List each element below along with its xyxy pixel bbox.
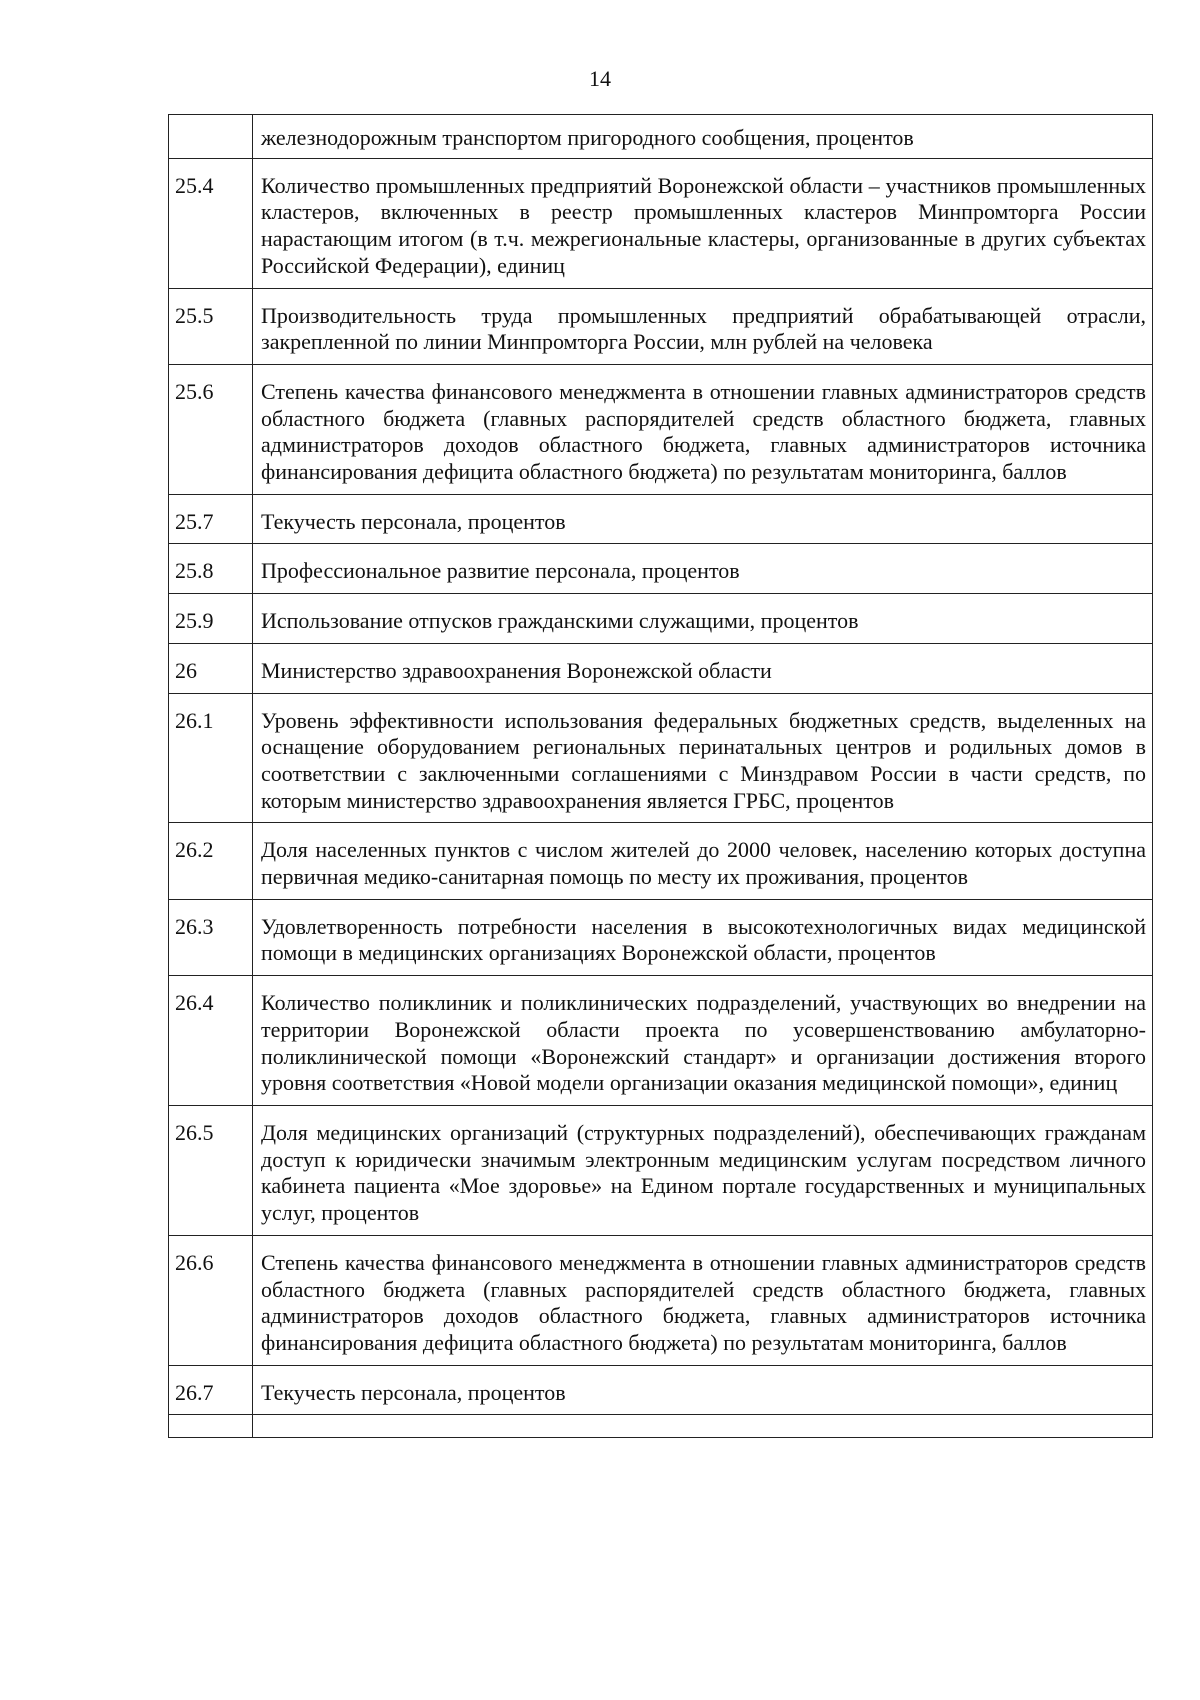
row-indicator-text (253, 1415, 1153, 1438)
row-number: 26.2 (169, 823, 253, 899)
row-indicator-text: Степень качества финансового менеджмента в отношении главных администраторов средств областного бюджета (главных распорядителей средств областного бюджета, главных администраторов доходов областного бюджета, главных администраторов источника финансирования дефицита областного бюджета) по результатам мониторинга, баллов (253, 364, 1153, 494)
table-row (169, 823, 1153, 899)
row-indicator-text: Министерство здравоохранения Воронежской области (253, 643, 1153, 693)
row-indicator-text: железнодорожным транспортом пригородного сообщения, процентов (253, 115, 1153, 159)
table-row (169, 1235, 1153, 1365)
table-row (169, 643, 1153, 693)
table-row (169, 594, 1153, 644)
row-indicator-text: Текучесть персонала, процентов (253, 494, 1153, 544)
row-number: 25.7 (169, 494, 253, 544)
row-number: 26.4 (169, 976, 253, 1106)
page-number: 14 (589, 66, 611, 91)
table-row (169, 288, 1153, 364)
table-row (169, 115, 1153, 159)
row-indicator-text: Уровень эффективности использования федеральных бюджетных средств, выделенных на оснащение оборудованием региональных перинатальных центров и родильных домов в соответствии с заключенными соглашениями с Минздравом России в части средств, по которым министерство здравоохранения является ГРБС, процентов (253, 693, 1153, 823)
table-row (169, 976, 1153, 1106)
row-indicator-text: Степень качества финансового менеджмента в отношении главных администраторов средств областного бюджета (главных распорядителей средств областного бюджета, главных администраторов доходов областного бюджета, главных администраторов источника финансирования дефицита областного бюджета) по результатам мониторинга, баллов (253, 1235, 1153, 1365)
row-number: 26.6 (169, 1235, 253, 1365)
row-number (169, 115, 253, 159)
row-indicator-text: Текучесть персонала, процентов (253, 1365, 1153, 1415)
table-row (169, 1365, 1153, 1415)
row-number: 26.7 (169, 1365, 253, 1415)
row-number: 25.4 (169, 158, 253, 288)
table-row (169, 494, 1153, 544)
row-indicator-text: Доля медицинских организаций (структурных подразделений), обеспечивающих гражданам доступ к юридически значимым электронным медицинским услугам посредством личного кабинета пациента «Мое здоровье» на Едином портале государственных и муниципальных услуг, процентов (253, 1105, 1153, 1235)
row-number: 26.3 (169, 899, 253, 975)
indicators-table (168, 114, 1153, 1438)
table-row (169, 1105, 1153, 1235)
table-row (169, 693, 1153, 823)
row-indicator-text: Удовлетворенность потребности населения в высокотехнологичных видах медицинской помощи в медицинских организациях Воронежской области, процентов (253, 899, 1153, 975)
row-indicator-text: Производительность труда промышленных предприятий обрабатывающей отрасли, закрепленной по линии Минпромторга России, млн рублей на человека (253, 288, 1153, 364)
row-indicator-text: Количество поликлиник и поликлинических подразделений, участвующих во внедрении на территории Воронежской области проекта по усовершенствованию амбулаторно-поликлинической помощи «Воронежский стандарт» и организации достижения второго уровня соответствия «Новой модели организации оказания медицинской помощи», единиц (253, 976, 1153, 1106)
table-row (169, 364, 1153, 494)
row-number: 25.9 (169, 594, 253, 644)
table-row (169, 544, 1153, 594)
row-indicator-text: Доля населенных пунктов с числом жителей до 2000 человек, населению которых доступна первичная медико-санитарная помощь по месту их проживания, процентов (253, 823, 1153, 899)
table-row (169, 899, 1153, 975)
row-indicator-text: Использование отпусков гражданскими служащими, процентов (253, 594, 1153, 644)
indicators-table-body (169, 115, 1153, 1438)
row-number: 25.8 (169, 544, 253, 594)
table-row (169, 1415, 1153, 1438)
row-number (169, 1415, 253, 1438)
row-number: 25.6 (169, 364, 253, 494)
row-number: 25.5 (169, 288, 253, 364)
row-indicator-text: Профессиональное развитие персонала, процентов (253, 544, 1153, 594)
table-row (169, 158, 1153, 288)
row-number: 26 (169, 643, 253, 693)
row-indicator-text: Количество промышленных предприятий Воронежской области – участников промышленных кластеров, включенных в реестр промышленных кластеров Минпромторга России нарастающим итогом (в т.ч. межрегиональные кластеры, организованные в других субъектах Российской Федерации), единиц (253, 158, 1153, 288)
row-number: 26.1 (169, 693, 253, 823)
row-number: 26.5 (169, 1105, 253, 1235)
